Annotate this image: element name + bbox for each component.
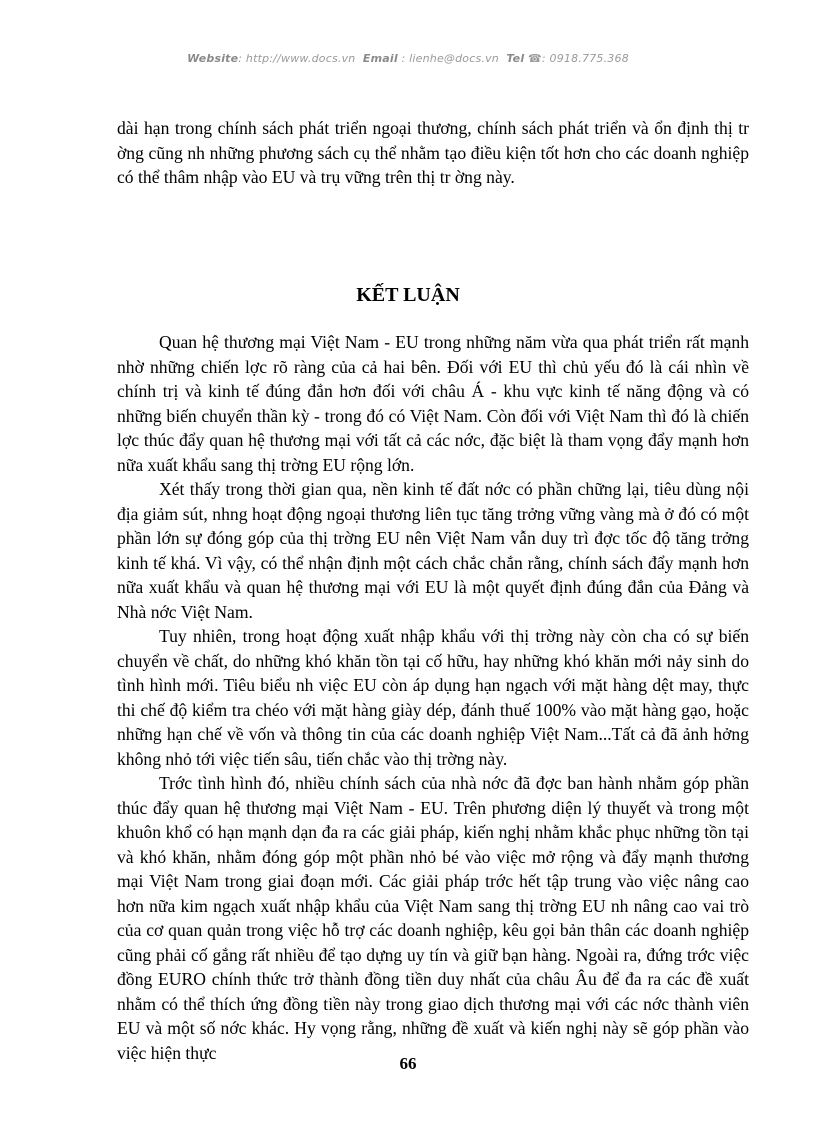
intro-paragraph xyxy=(117,116,749,190)
website-label: Website xyxy=(187,52,239,65)
phone-icon: ☎ xyxy=(528,52,542,65)
paragraph-2: Xét thấy trong thời gian qua, nền kinh tế đất nớc có phần chững lại, tiêu dùng nội địa giảm sút, nhng hoạt động ngoại thương liên tục tăng trởng vững vàng mà ở đó có một phần lớn sự đóng góp của thị trờng EU nên Việt Nam vẫn duy trì đợc tốc độ tăng trởng kinh tế khá. Vì vậy, có thể nhận định một cách chắc chắn rằng, chính sách đẩy mạnh hơn nữa xuất khẩu và quan hệ thương mại với EU là một quyết định đúng đắn của Đảng và Nhà nớc Việt Nam. xyxy=(117,479,749,622)
website-value: : http://www.docs.vn xyxy=(238,52,356,65)
paragraph-4: Trớc tình hình đó, nhiều chính sách của nhà nớc đã đợc ban hành nhằm góp phần thúc đẩy quan hệ thương mại Việt Nam - EU. Trên phương diện lý thuyết và trong một khuôn khổ có hạn mạnh dạn đa ra các giải pháp, kiến nghị nhằm khắc phục những tồn tại và khó khăn, nhằm đóng góp một phần nhỏ bé vào việc mở rộng và đẩy mạnh thương mại Việt Nam trong giai đoạn mới. Các giải pháp trớc hết tập trung vào việc nâng cao hơn nữa kim ngạch xuất nhập khẩu của Việt Nam sang thị trờng EU nh nâng cao vai trò của cơ quan quản trong việc hỗ trợ các doanh nghiệp, kêu gọi bản thân các doanh nghiệp cũng phải cố gắng rất nhiều để tạo dựng uy tín và giữ bạn hàng. Ngoài ra, đứng trớc việc đồng EURO chính thức trở thành đồng tiền duy nhất của châu Âu để đa ra các đề xuất nhằm có thể thích ứng đồng tiền này trong giao dịch thương mại với các nớc thành viên EU và một số nớc khác. Hy vọng rằng, những đề xuất và kiến nghị này sẽ góp phần vào việc hiện thực xyxy=(117,773,749,1063)
tel-value: : 0918.775.368 xyxy=(541,52,629,65)
tel-label: Tel xyxy=(506,52,525,65)
section-title: KẾT LUẬN xyxy=(356,284,460,306)
page-header xyxy=(0,52,816,65)
email-label: Email xyxy=(362,52,398,65)
email-value: : lienhe@docs.vn xyxy=(401,52,499,65)
page-number: 66 xyxy=(399,1054,417,1073)
intro-text: dài hạn trong chính sách phát triển ngoại thương, chính sách phát triển và ổn định thị tr ờng cũng nh những phương sách cụ thể nhằm tạo điều kiện tốt hơn cho các doanh nghiệp có thể thâm nhập vào EU và trụ vững trên thị tr ờng này. xyxy=(117,118,749,187)
paragraph-3: Tuy nhiên, trong hoạt động xuất nhập khẩu với thị trờng này còn cha có sự biến chuyển về chất, do những khó khăn tồn tại cố hữu, hay những khó khăn mới nảy sinh do tình hình mới. Tiêu biểu nh việc EU còn áp dụng hạn ngạch với mặt hàng dệt may, thực thi chế độ kiểm tra chéo với mặt hàng giày dép, đánh thuế 100% vào mặt hàng gạo, hoặc những hạn chế về vốn và thông tin của các doanh nghiệp Việt Nam...Tất cả đã ảnh hởng không nhỏ tới việc tiến sâu, tiến chắc vào thị trờng này. xyxy=(117,626,749,769)
conclusion-body xyxy=(117,330,749,1065)
paragraph-1: Quan hệ thương mại Việt Nam - EU trong những năm vừa qua phát triển rất mạnh nhờ những chiến lợc rõ ràng của cả hai bên. Đối với EU thì chủ yếu đó là cái nhìn về chính trị và kinh tế đúng đắn hơn đối với châu Á - khu vực kinh tế năng động và có những biến chuyển thần kỳ - trong đó có Việt Nam. Còn đối với Việt Nam thì đó là chiến lợc thúc đẩy quan hệ thương mại với tất cả các nớc, đặc biệt là tham vọng đẩy mạnh hơn nữa xuất khẩu sang thị trờng EU rộng lớn. xyxy=(117,332,749,475)
